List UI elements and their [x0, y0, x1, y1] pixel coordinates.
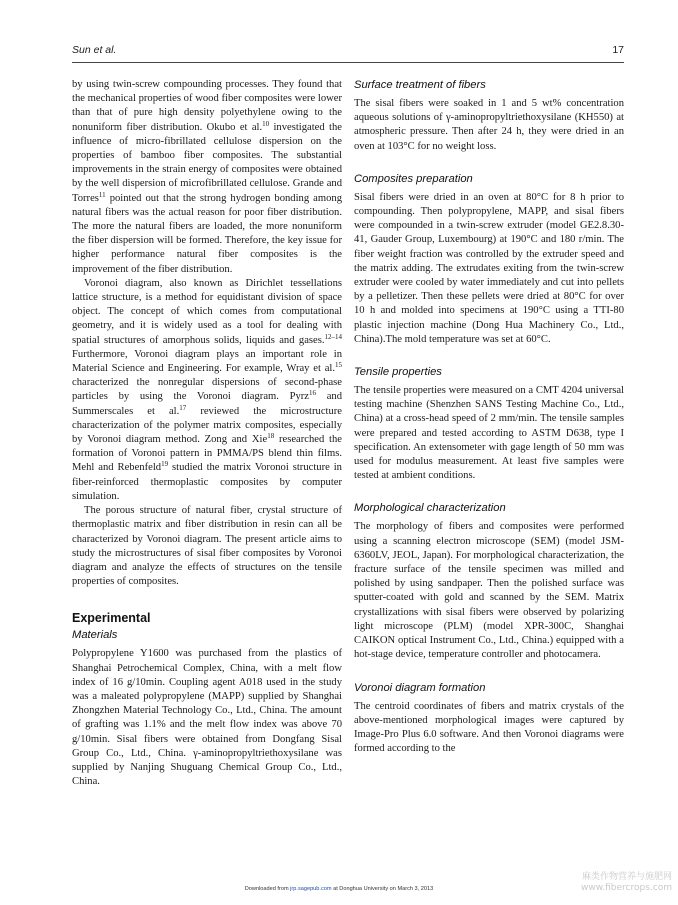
- surface-treatment-paragraph: The sisal fibers were soaked in 1 and 5 wt% concentration aqueous solutions of γ-aminopropyltriethoxysilane (KH550) at atmospheric pressure. Then after 24 h, they were dried in an oven at 103°C for no weight loss.: [354, 98, 624, 152]
- citation: 11: [98, 190, 106, 199]
- materials-block: [72, 628, 342, 789]
- surface-treatment-block: [354, 78, 624, 154]
- subsection-title-voronoi-formation: Voronoi diagram formation: [354, 681, 486, 694]
- tensile-properties-block: [354, 365, 624, 483]
- citation: 15: [335, 361, 342, 370]
- citation: 16: [309, 389, 317, 398]
- subsection-title-materials: Materials: [72, 629, 118, 642]
- download-footer: Downloaded from jrp.sagepub.com at Donghua University on March 3, 2013: [244, 886, 434, 892]
- page-number: 17: [612, 44, 624, 56]
- citation: 17: [179, 403, 187, 412]
- voronoi-formation-paragraph: The centroid coordinates of fibers and matrix crystals of the above-mentioned morphological images were captured by Image-Pro Plus 6.0 software. And then Voronoi diagrams were formed according to the: [354, 700, 624, 755]
- subsection-title-morphological-characterization: Morphological characterization: [354, 502, 506, 515]
- footer-link[interactable]: jrp.sagepub.com: [290, 886, 332, 892]
- watermark-line-1: 麻类作物营养与施肥网: [581, 872, 672, 882]
- voronoi-formation-block: [354, 681, 624, 757]
- header-rule: [72, 62, 624, 63]
- tensile-properties-paragraph: The tensile properties were measured on a CMT 4204 universal testing machine (Shenzhen SANS Testing Machine Co., Ltd., China) at a cross-head speed of 2 mm/min. The tensile samples were prepared and tested according to ASTM D638, type I specification. An extensometer with gage length of 50 mm was used for modulus measurement. At least five samples were tested at ambient conditions.: [354, 385, 624, 482]
- composites-preparation-paragraph: Sisal fibers were dried in an oven at 80°C for 8 h prior to compounding. Then polypropylene, MAPP, and sisal fibers were compounded in a twin-screw extruder (model GE2.8.30-41, Gauder Group, Luxembourg) at 190°C and 180 r/min. The fiber weight fraction was controlled by the extruder speed and the matrix adding. The extrudates exiting from the twin-screw extruder were cooled by water immediately and cut into pellets by a pelletizer. Then these pellets were dried at 80°C for over 10 h and molded into specimens at 190°C using a TTI-80 plastic injection machine (Dong Hua Machinery Co., Ltd., China).The mold temperature was set at 60°C.: [354, 191, 624, 345]
- watermark-line-2: www.fibercrops.com: [581, 883, 672, 893]
- subsection-title-tensile-properties: Tensile properties: [354, 366, 442, 379]
- running-head: [72, 44, 624, 60]
- citation: 12–14: [324, 332, 342, 341]
- citation: 19: [161, 460, 169, 469]
- morphological-characterization-paragraph: The morphology of fibers and composites were performed using a scanning electron microscope (SEM) (model JSM-6360LV, JEOL, Japan). For morphological characterization, the fracture surface of the tensile specimen was milled and polished by using sandpaper. Then the polished surface was sputter-coated with gold and scanned by the SEM. Matrix crystallizations with sisal fibers were observed by polarizing light microscope (PLM) (model XPR-300C, Shanghai CAIKON optical Instrument Co., Ltd., China.) equipped with a hot-stage device, temperature controller and photocamera.: [354, 521, 624, 661]
- right-column: [354, 78, 624, 774]
- site-watermark: [552, 872, 672, 894]
- composites-preparation-block: [354, 172, 624, 347]
- left-column: [72, 78, 342, 807]
- section-title-experimental: Experimental: [72, 611, 151, 626]
- intro-paragraph-1: by using twin-screw compounding processes. They found that the mechanical properties of wood fiber composites were lower than that of pure high density polyethylene owing to the nonuniform fiber distribution. Okubo et al.$^{10}$ investigated the influence of micro-fibrillated cellulose dispersion on the properties of bamboo fiber composites. The substantial improvements in the strain energy of composites were obtained by the well dispersion of microfibrillated cellulose. Grande and Torres$^{11}$ pointed out that the strong hydrogen bonding among natural fibers was the actual reason for poor fiber distribution. The more the natural fibers are loaded, the more nonuniform the fiber dispersion will be formed. Therefore, the key issue for higher performance natural fiber composites is the improvement of the fiber distribution.: [72, 79, 342, 275]
- intro-paragraph-2: Voronoi diagram, also known as Dirichlet tessellations lattice structure, is a method for equidistant division of space object. The concept of which comes from computational geometry, and it is widely used as a tool for dealing with spatial structures of amorphous solids, liquids and gases.$^{12-14}$ Furthermore, Voronoi diagram plays an important role in Material Science and Engineering. For example, Wray et al.$^{15}$ characterized the nonregular dispersions of second-phase particles by using the Voronoi diagram. Pyrz$^{16}$ and Summerscales et al.$^{17}$ reviewed the microstructure characterization of the polymer matrix composites, especially by Voronoi diagram method. Zong and Xie$^{18}$ researched the formation of Voronoi pattern in PMMA/PS blend thin films. Mehl and Rebenfeld$^{19}$ studied the matrix Voronoi structure in fiber-reinforced thermoplastic composites by computer simulation.: [72, 277, 342, 502]
- intro-paragraph-3: The porous structure of natural fiber, crystal structure of thermoplastic matrix and fiber distribution in resin can all be characterized by Voronoi diagram. The present article aims to study the microstructures of sisal fiber composites by Voronoi diagram and analyze the effects of structures on the tensile properties of composites.: [72, 505, 342, 588]
- running-head-authors: Sun et al.: [72, 44, 117, 56]
- citation: 10: [262, 119, 270, 128]
- subsection-title-surface-treatment: Surface treatment of fibers: [354, 79, 486, 91]
- materials-paragraph: Polypropylene Y1600 was purchased from the plastics of Shanghai Petrochemical Complex, China, with a melt flow index of 16 g/10min. Coupling agent A018 used in the study was a maleated polypropylene (MAPP) supplied by Shanghai Zhongzhen Material Technology Co., Ltd., China. The amount of grafting was 1.1% and the melt flow index was above 70 g/10min. Sisal fibers were obtained from Dongfang Sisal Group Co., Ltd., China. γ-aminopropyltriethoxysilane was supplied by Nanjing Shuguang Chemical Group Co., Ltd., China.: [72, 648, 342, 788]
- morphological-characterization-block: [354, 501, 624, 662]
- subsection-title-composites-preparation: Composites preparation: [354, 172, 473, 185]
- citation: 18: [267, 432, 275, 441]
